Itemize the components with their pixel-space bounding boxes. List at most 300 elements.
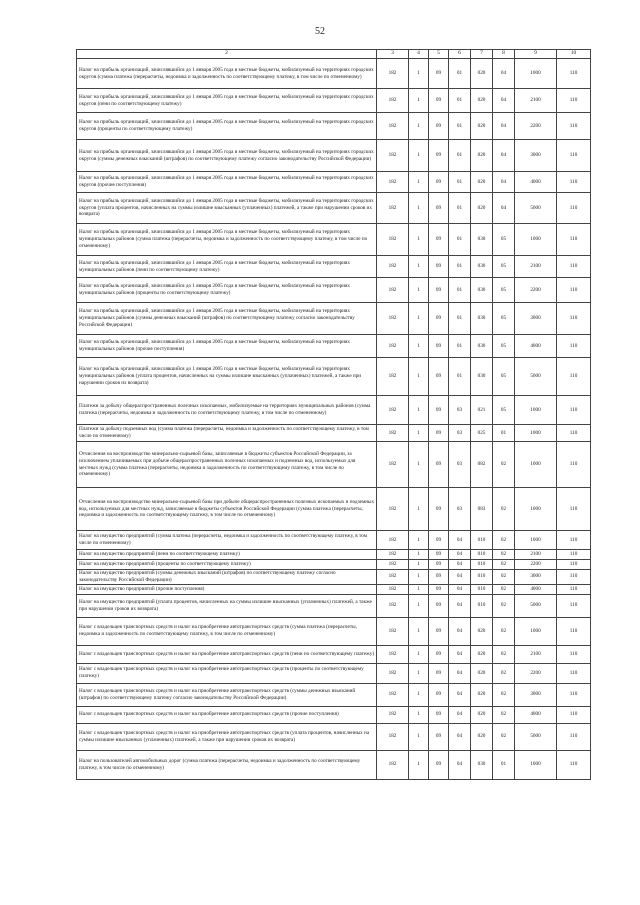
code-cell-c9: 1000 [515, 59, 557, 89]
code-cell-c10: 110 [557, 531, 591, 550]
code-cell-c5: 09 [429, 488, 449, 531]
code-cell-c10: 110 [557, 750, 591, 779]
code-cell-c9: 3000 [515, 570, 557, 585]
code-cell-c5: 09 [429, 645, 449, 663]
header-cell: 9 [515, 50, 557, 59]
code-cell-c5: 09 [429, 113, 449, 140]
code-cell-c8: 02 [493, 570, 515, 585]
code-cell-c5: 09 [429, 617, 449, 645]
code-cell-c8: 04 [493, 89, 515, 113]
code-cell-c8: 02 [493, 584, 515, 594]
code-cell-c4: 1 [409, 723, 429, 750]
code-cell-c8: 05 [493, 358, 515, 396]
code-cell-c5: 09 [429, 683, 449, 706]
code-cell-c7: 010 [471, 584, 493, 594]
header-cell: 8 [493, 50, 515, 59]
revenue-name-cell: Налог на прибыль организаций, зачислявшийся до 1 января 2005 года в местные бюджеты, мобилизуемый на территориях городских округов (суммы денежных взысканий (штрафов) по соответствующему платежу согласно законодательству Российской Федерации) [77, 140, 377, 172]
code-cell-c10: 110 [557, 278, 591, 303]
code-cell-c10: 110 [557, 335, 591, 358]
code-cell-c7: 020 [471, 140, 493, 172]
code-cell-c8: 02 [493, 617, 515, 645]
header-cell: 5 [429, 50, 449, 59]
revenue-name-cell: Налог на имущество предприятий (прочие поступления) [77, 584, 377, 594]
code-cell-c9: 2200 [515, 560, 557, 570]
code-cell-c9: 1000 [515, 442, 557, 488]
table-row [77, 59, 591, 89]
table-row [77, 683, 591, 706]
code-cell-c10: 110 [557, 723, 591, 750]
code-cell-c9: 3000 [515, 683, 557, 706]
code-cell-c8: 02 [493, 550, 515, 560]
revenue-name-cell: Отчисления на воспроизводство минерально-сырьевой базы, зачисляемые в бюджеты субъектов Российской Федерации, за исключением уплачиваемых при добыче общераспространенных полезных ископаемых и подземных вод, используемых для местных нужд (сумма платежа (перерасчеты, недоимка и задолженность по соответствующему платежу, в том числе по отмененному) [77, 442, 377, 488]
code-cell-c9: 1000 [515, 396, 557, 425]
code-cell-c4: 1 [409, 425, 429, 442]
code-cell-c8: 01 [493, 750, 515, 779]
code-cell-c9: 1000 [515, 488, 557, 531]
code-cell-c3: 182 [377, 550, 409, 560]
table-row [77, 256, 591, 278]
code-cell-c10: 110 [557, 193, 591, 224]
code-cell-c3: 182 [377, 683, 409, 706]
code-cell-c8: 05 [493, 278, 515, 303]
code-cell-c6: 01 [449, 59, 471, 89]
code-cell-c10: 110 [557, 59, 591, 89]
code-cell-c8: 04 [493, 113, 515, 140]
table-row [77, 663, 591, 683]
code-cell-c3: 182 [377, 750, 409, 779]
code-cell-c8: 02 [493, 683, 515, 706]
code-cell-c6: 04 [449, 594, 471, 617]
code-cell-c7: 010 [471, 560, 493, 570]
code-cell-c3: 182 [377, 358, 409, 396]
code-cell-c3: 182 [377, 560, 409, 570]
code-cell-c10: 110 [557, 172, 591, 193]
table-row [77, 645, 591, 663]
table-row [77, 560, 591, 570]
code-cell-c5: 09 [429, 584, 449, 594]
header-cell: 10 [557, 50, 591, 59]
code-cell-c9: 5000 [515, 594, 557, 617]
header-row [77, 50, 591, 59]
header-cell: 3 [377, 50, 409, 59]
code-cell-c8: 02 [493, 723, 515, 750]
code-cell-c4: 1 [409, 59, 429, 89]
code-cell-c6: 04 [449, 617, 471, 645]
code-cell-c9: 4000 [515, 172, 557, 193]
code-cell-c4: 1 [409, 396, 429, 425]
code-cell-c6: 01 [449, 256, 471, 278]
code-cell-c7: 030 [471, 750, 493, 779]
code-cell-c10: 110 [557, 645, 591, 663]
code-cell-c4: 1 [409, 645, 429, 663]
code-cell-c10: 110 [557, 683, 591, 706]
code-cell-c6: 04 [449, 683, 471, 706]
code-cell-c9: 2200 [515, 113, 557, 140]
code-cell-c3: 182 [377, 224, 409, 256]
code-cell-c4: 1 [409, 594, 429, 617]
code-cell-c7: 020 [471, 617, 493, 645]
code-cell-c5: 09 [429, 750, 449, 779]
code-cell-c3: 182 [377, 256, 409, 278]
table-row [77, 550, 591, 560]
code-cell-c5: 09 [429, 442, 449, 488]
code-cell-c9: 2100 [515, 550, 557, 560]
code-cell-c3: 182 [377, 645, 409, 663]
code-cell-c8: 05 [493, 256, 515, 278]
code-cell-c3: 182 [377, 594, 409, 617]
code-cell-c9: 1000 [515, 425, 557, 442]
code-cell-c4: 1 [409, 531, 429, 550]
code-cell-c8: 02 [493, 663, 515, 683]
code-cell-c7: 010 [471, 570, 493, 585]
revenue-name-cell: Платежи за добычу общераспространенных полезных ископаемых, мобилизуемые на территориях муниципальных районов (сумма платежа (перерасчеты, недоимка и задолженность по соответствующему платежу, в том числе по отмененному) [77, 396, 377, 425]
code-cell-c9: 2100 [515, 89, 557, 113]
page-number: 52 [315, 26, 325, 37]
code-cell-c8: 05 [493, 335, 515, 358]
code-cell-c3: 182 [377, 193, 409, 224]
code-cell-c5: 09 [429, 172, 449, 193]
code-cell-c8: 05 [493, 396, 515, 425]
code-cell-c4: 1 [409, 683, 429, 706]
code-cell-c7: 020 [471, 59, 493, 89]
code-cell-c6: 04 [449, 570, 471, 585]
code-cell-c9: 5000 [515, 193, 557, 224]
table-row [77, 570, 591, 585]
code-cell-c7: 020 [471, 706, 493, 723]
revenue-name-cell: Налог на имущество предприятий (сумма платежа (перерасчеты, недоимка и задолженность по соответствующему платежу, в том числе по отмененному) [77, 531, 377, 550]
code-cell-c10: 110 [557, 617, 591, 645]
revenue-name-cell: Налог на прибыль организаций, зачислявшийся до 1 января 2005 года в местные бюджеты, мобилизуемый на территориях муниципальных районов (прочие поступления) [77, 335, 377, 358]
code-cell-c9: 2100 [515, 645, 557, 663]
revenue-name-cell: Налог на прибыль организаций, зачислявшийся до 1 января 2005 года в местные бюджеты, мобилизуемый на территориях муниципальных районов (суммы денежных взысканий (штрафов) по соответствующему платежу согласно законодательству Российской Федерации) [77, 303, 377, 335]
code-cell-c6: 04 [449, 706, 471, 723]
code-cell-c4: 1 [409, 706, 429, 723]
code-cell-c6: 01 [449, 172, 471, 193]
revenue-name-cell: Налог на имущество предприятий (проценты по соответствующему платежу) [77, 560, 377, 570]
code-cell-c5: 09 [429, 560, 449, 570]
table-row [77, 488, 591, 531]
code-cell-c6: 04 [449, 723, 471, 750]
code-cell-c10: 110 [557, 140, 591, 172]
code-cell-c3: 182 [377, 488, 409, 531]
code-cell-c4: 1 [409, 113, 429, 140]
code-cell-c4: 1 [409, 442, 429, 488]
code-cell-c8: 04 [493, 59, 515, 89]
revenue-name-cell: Налог на прибыль организаций, зачислявшийся до 1 января 2005 года в местные бюджеты, мобилизуемый на территориях городских округов (пени по соответствующему платежу) [77, 89, 377, 113]
table-row [77, 140, 591, 172]
table-row [77, 531, 591, 550]
code-cell-c4: 1 [409, 663, 429, 683]
code-cell-c9: 2100 [515, 256, 557, 278]
code-cell-c5: 09 [429, 278, 449, 303]
revenue-name-cell: Налог с владельцев транспортных средств и налог на приобретение автотранспортных средств (сумма платежа (перерасчеты, недоимка и задолженность по соответствующему платежу, в том числе по отмененному) [77, 617, 377, 645]
code-cell-c7: 025 [471, 425, 493, 442]
code-cell-c6: 04 [449, 584, 471, 594]
code-cell-c5: 09 [429, 89, 449, 113]
revenue-name-cell: Отчисления на воспроизводство минерально-сырьевой базы при добыче общераспространенных полезных ископаемых и подземных вод, используемых для местных нужд, зачисляемые в бюджеты субъектов Российской Федерации (сумма платежа (перерасчеты, недоимка и задолженность по соответствующему платежу, в том числе по отмененному) [77, 488, 377, 531]
code-cell-c5: 09 [429, 335, 449, 358]
code-cell-c3: 182 [377, 663, 409, 683]
revenue-name-cell: Налог с владельцев транспортных средств и налог на приобретение автотранспортных средств (уплата процентов, начисленных на суммы излишне взысканных (уплаченных) платежей, а также при нарушении сроков их возврата) [77, 723, 377, 750]
code-cell-c10: 110 [557, 570, 591, 585]
code-cell-c6: 03 [449, 488, 471, 531]
table-row [77, 594, 591, 617]
code-cell-c10: 110 [557, 224, 591, 256]
code-cell-c9: 1000 [515, 750, 557, 779]
code-cell-c3: 182 [377, 442, 409, 488]
code-cell-c4: 1 [409, 335, 429, 358]
code-cell-c6: 01 [449, 140, 471, 172]
code-cell-c4: 1 [409, 278, 429, 303]
code-cell-c10: 110 [557, 358, 591, 396]
code-cell-c9: 3000 [515, 140, 557, 172]
code-cell-c4: 1 [409, 550, 429, 560]
code-cell-c8: 05 [493, 224, 515, 256]
code-cell-c4: 1 [409, 560, 429, 570]
code-cell-c8: 05 [493, 303, 515, 335]
code-cell-c9: 1000 [515, 531, 557, 550]
code-cell-c4: 1 [409, 193, 429, 224]
code-cell-c5: 09 [429, 59, 449, 89]
code-cell-c9: 4000 [515, 584, 557, 594]
table-row [77, 425, 591, 442]
revenue-name-cell: Налог на прибыль организаций, зачислявшийся до 1 января 2005 года в местные бюджеты, мобилизуемый на территориях городских округов (сумма платежа (перерасчеты, недоимка и задолженность по соответствующему платежу, в том числе по отмененному) [77, 59, 377, 89]
revenue-name-cell: Налог с владельцев транспортных средств и налог на приобретение автотранспортных средств (пени по соответствующему платежу) [77, 645, 377, 663]
code-cell-c10: 110 [557, 706, 591, 723]
code-cell-c7: 030 [471, 224, 493, 256]
code-cell-c3: 182 [377, 59, 409, 89]
code-cell-c3: 182 [377, 531, 409, 550]
code-cell-c10: 110 [557, 396, 591, 425]
table-row [77, 706, 591, 723]
revenue-name-cell: Налог на прибыль организаций, зачислявшийся до 1 января 2005 года в местные бюджеты, мобилизуемый на территориях городских округов (проценты по соответствующему платежу) [77, 113, 377, 140]
table-row [77, 358, 591, 396]
code-cell-c5: 09 [429, 550, 449, 560]
code-cell-c5: 09 [429, 303, 449, 335]
code-cell-c7: 010 [471, 594, 493, 617]
code-cell-c5: 09 [429, 256, 449, 278]
table-row [77, 617, 591, 645]
code-cell-c5: 09 [429, 531, 449, 550]
code-cell-c6: 03 [449, 425, 471, 442]
header-cell: 2 [77, 50, 377, 59]
code-cell-c7: 030 [471, 256, 493, 278]
table-row [77, 224, 591, 256]
code-cell-c3: 182 [377, 723, 409, 750]
table-row [77, 172, 591, 193]
code-cell-c5: 09 [429, 706, 449, 723]
code-cell-c4: 1 [409, 172, 429, 193]
code-cell-c8: 02 [493, 594, 515, 617]
code-cell-c5: 09 [429, 224, 449, 256]
code-cell-c9: 3000 [515, 303, 557, 335]
code-cell-c3: 182 [377, 172, 409, 193]
code-cell-c7: 020 [471, 645, 493, 663]
code-cell-c7: 082 [471, 442, 493, 488]
code-cell-c6: 01 [449, 89, 471, 113]
code-cell-c4: 1 [409, 89, 429, 113]
code-cell-c7: 030 [471, 335, 493, 358]
table-row [77, 278, 591, 303]
revenue-name-cell: Налог с владельцев транспортных средств и налог на приобретение автотранспортных средств (проценты по соответствующему платежу) [77, 663, 377, 683]
table-row [77, 750, 591, 779]
code-cell-c7: 020 [471, 723, 493, 750]
table-row [77, 723, 591, 750]
header-cell: 6 [449, 50, 471, 59]
code-cell-c6: 01 [449, 278, 471, 303]
code-cell-c6: 04 [449, 750, 471, 779]
code-cell-c5: 09 [429, 425, 449, 442]
revenue-name-cell: Налог с владельцев транспортных средств и налог на приобретение автотранспортных средств (прочие поступления) [77, 706, 377, 723]
code-cell-c8: 04 [493, 140, 515, 172]
code-cell-c4: 1 [409, 570, 429, 585]
code-cell-c9: 5000 [515, 358, 557, 396]
code-cell-c5: 09 [429, 594, 449, 617]
code-cell-c6: 01 [449, 358, 471, 396]
code-cell-c5: 09 [429, 570, 449, 585]
revenue-name-cell: Налог на прибыль организаций, зачислявшийся до 1 января 2005 года в местные бюджеты, мобилизуемый на территориях муниципальных районов (уплата процентов, начисленных на суммы излишне взысканных (уплаченных) платежей, а также при нарушении сроков их возврата) [77, 358, 377, 396]
code-cell-c6: 04 [449, 531, 471, 550]
code-cell-c3: 182 [377, 89, 409, 113]
code-cell-c6: 01 [449, 303, 471, 335]
table-row [77, 89, 591, 113]
code-cell-c4: 1 [409, 358, 429, 396]
code-cell-c10: 110 [557, 663, 591, 683]
code-cell-c5: 09 [429, 663, 449, 683]
code-cell-c6: 01 [449, 335, 471, 358]
code-cell-c5: 09 [429, 723, 449, 750]
revenue-name-cell: Налог на имущество предприятий (уплата процентов, начисленных на суммы излишне взысканных (уплаченных) платежей, а также при нарушении сроков их возврата) [77, 594, 377, 617]
table-row [77, 193, 591, 224]
code-cell-c3: 182 [377, 396, 409, 425]
code-cell-c3: 182 [377, 617, 409, 645]
code-cell-c6: 04 [449, 645, 471, 663]
code-cell-c8: 02 [493, 531, 515, 550]
code-cell-c9: 2200 [515, 663, 557, 683]
code-cell-c7: 020 [471, 683, 493, 706]
table-row [77, 396, 591, 425]
code-cell-c10: 110 [557, 89, 591, 113]
revenue-name-cell: Налог на прибыль организаций, зачислявшийся до 1 января 2005 года в местные бюджеты, мобилизуемый на территориях городских округов (прочие поступления) [77, 172, 377, 193]
code-cell-c9: 1000 [515, 617, 557, 645]
code-cell-c10: 110 [557, 584, 591, 594]
code-cell-c3: 182 [377, 303, 409, 335]
revenue-name-cell: Налог на прибыль организаций, зачислявшийся до 1 января 2005 года в местные бюджеты, мобилизуемый на территориях муниципальных районов (сумма платежа (перерасчеты, недоимка и задолженность по соответствующему платежу, в том числе по отмененному) [77, 224, 377, 256]
code-cell-c7: 020 [471, 172, 493, 193]
code-cell-c4: 1 [409, 303, 429, 335]
code-cell-c8: 02 [493, 706, 515, 723]
revenue-name-cell: Платежи за добычу подземных вод (сумма платежа (перерасчеты, недоимка и задолженность по соответствующему платежу, в том числе по отмененному) [77, 425, 377, 442]
code-cell-c4: 1 [409, 488, 429, 531]
code-cell-c9: 5000 [515, 723, 557, 750]
revenue-name-cell: Налог с владельцев транспортных средств и налог на приобретение автотранспортных средств (суммы денежных взысканий (штрафов) по соответствующему платежу согласно законодательству Российской Федерации) [77, 683, 377, 706]
table-row [77, 442, 591, 488]
revenue-name-cell: Налог на прибыль организаций, зачислявшийся до 1 января 2005 года в местные бюджеты, мобилизуемый на территориях городских округов (уплата процентов, начисленных на суммы излишне взысканных (уплаченных) платежей, а также при нарушении сроков их возврата) [77, 193, 377, 224]
code-cell-c7: 020 [471, 89, 493, 113]
code-cell-c7: 021 [471, 396, 493, 425]
code-cell-c8: 02 [493, 442, 515, 488]
code-cell-c8: 02 [493, 645, 515, 663]
code-cell-c10: 110 [557, 594, 591, 617]
code-cell-c4: 1 [409, 584, 429, 594]
table-row [77, 584, 591, 594]
code-cell-c6: 04 [449, 550, 471, 560]
code-cell-c8: 02 [493, 560, 515, 570]
code-cell-c8: 04 [493, 172, 515, 193]
code-cell-c3: 182 [377, 335, 409, 358]
code-cell-c9: 1000 [515, 224, 557, 256]
code-cell-c3: 182 [377, 584, 409, 594]
code-cell-c8: 04 [493, 193, 515, 224]
code-cell-c4: 1 [409, 617, 429, 645]
revenue-name-cell: Налог на имущество предприятий (суммы денежных взысканий (штрафов) по соответствующему платежу согласно законодательству Российской Федерации) [77, 570, 377, 585]
revenue-name-cell: Налог на прибыль организаций, зачислявшийся до 1 января 2005 года в местные бюджеты, мобилизуемый на территориях муниципальных районов (проценты по соответствующему платежу) [77, 278, 377, 303]
code-cell-c3: 182 [377, 140, 409, 172]
revenue-name-cell: Налог на пользователей автомобильных дорог (сумма платежа (перерасчеты, недоимка и задолженность по соответствующему платежу, в том числе по отмененному) [77, 750, 377, 779]
code-cell-c9: 4000 [515, 706, 557, 723]
code-cell-c4: 1 [409, 256, 429, 278]
code-cell-c6: 03 [449, 442, 471, 488]
code-cell-c10: 110 [557, 425, 591, 442]
code-cell-c9: 4000 [515, 335, 557, 358]
code-cell-c4: 1 [409, 750, 429, 779]
code-cell-c3: 182 [377, 425, 409, 442]
code-cell-c10: 110 [557, 113, 591, 140]
revenue-name-cell: Налог на прибыль организаций, зачислявшийся до 1 января 2005 года в местные бюджеты, мобилизуемый на территориях муниципальных районов (пени по соответствующему платежу) [77, 256, 377, 278]
code-cell-c6: 04 [449, 560, 471, 570]
code-cell-c4: 1 [409, 140, 429, 172]
code-cell-c6: 04 [449, 663, 471, 683]
table-row [77, 113, 591, 140]
code-cell-c6: 03 [449, 396, 471, 425]
header-cell: 7 [471, 50, 493, 59]
budget-classification-table [76, 49, 591, 780]
code-cell-c5: 09 [429, 140, 449, 172]
code-cell-c10: 110 [557, 550, 591, 560]
code-cell-c5: 09 [429, 358, 449, 396]
code-cell-c5: 09 [429, 396, 449, 425]
code-cell-c10: 110 [557, 560, 591, 570]
code-cell-c6: 01 [449, 113, 471, 140]
code-cell-c3: 182 [377, 278, 409, 303]
code-cell-c10: 110 [557, 256, 591, 278]
code-cell-c8: 01 [493, 425, 515, 442]
header-cell: 4 [409, 50, 429, 59]
table-row [77, 303, 591, 335]
revenue-name-cell: Налог на имущество предприятий (пени по соответствующему платежу) [77, 550, 377, 560]
code-cell-c6: 01 [449, 193, 471, 224]
code-cell-c7: 020 [471, 663, 493, 683]
code-cell-c10: 110 [557, 488, 591, 531]
code-cell-c10: 110 [557, 442, 591, 488]
code-cell-c10: 110 [557, 303, 591, 335]
code-cell-c4: 1 [409, 224, 429, 256]
code-cell-c3: 182 [377, 706, 409, 723]
code-cell-c8: 02 [493, 488, 515, 531]
code-cell-c7: 030 [471, 278, 493, 303]
code-cell-c7: 020 [471, 193, 493, 224]
code-cell-c7: 010 [471, 531, 493, 550]
code-cell-c3: 182 [377, 113, 409, 140]
code-cell-c7: 030 [471, 303, 493, 335]
table-body [77, 50, 591, 780]
code-cell-c7: 020 [471, 113, 493, 140]
code-cell-c6: 01 [449, 224, 471, 256]
code-cell-c7: 030 [471, 358, 493, 396]
table-row [77, 335, 591, 358]
code-cell-c7: 083 [471, 488, 493, 531]
code-cell-c3: 182 [377, 570, 409, 585]
